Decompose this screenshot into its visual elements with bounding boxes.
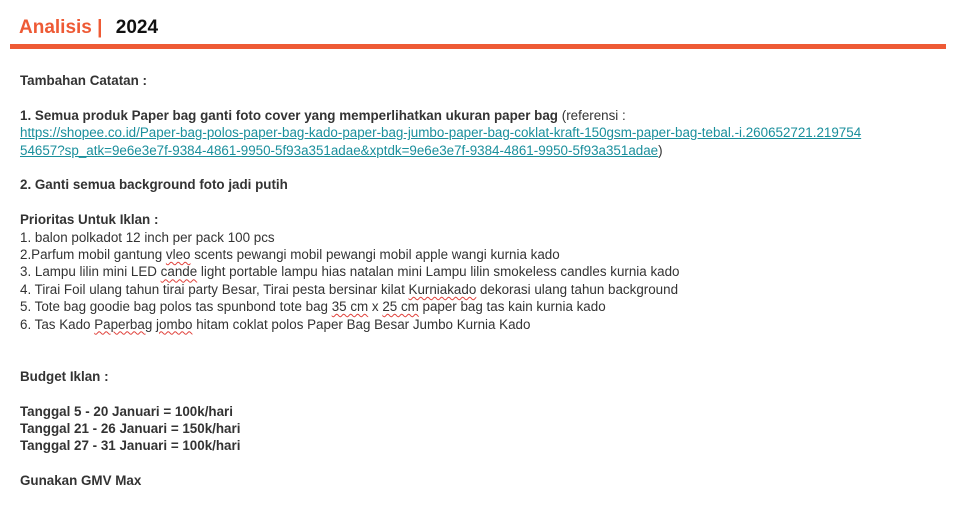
header-divider: [10, 44, 946, 49]
budget-line-2: Tanggal 21 - 26 Januari = 150k/hari: [20, 421, 241, 437]
budget-line-3: Tanggal 27 - 31 Januari = 100k/hari: [20, 438, 241, 454]
priority-item-4-text-c: dekorasi ulang tahun background: [476, 281, 679, 297]
priority-item-4: [20, 281, 940, 298]
priority-item-2-text-c: scents pewangi mobil pewangi mobil apple wangi kurnia kado: [190, 247, 560, 263]
notes-heading: Tambahan Catatan :: [20, 73, 147, 88]
note-item-2: 2. Ganti semua background foto jadi putih: [20, 177, 288, 193]
spellcheck-word: Kurniakado: [408, 281, 477, 297]
priority-item-2-text-a: 2.Parfum mobil gantung: [20, 247, 166, 263]
priorities-heading: Prioritas Untuk Iklan :: [20, 212, 159, 228]
priority-item-1: 1. balon polkadot 12 inch per pack 100 pcs: [20, 229, 275, 245]
priority-item-6-text-e: hitam coklat polos Paper Bag Besar Jumbo Kurnia Kado: [192, 316, 531, 332]
priority-item-3: [20, 263, 940, 280]
note-item-1: [20, 107, 940, 124]
note-item-1-open-paren: (: [558, 107, 567, 123]
priority-item-2: [20, 246, 940, 263]
spellcheck-word: cande: [160, 264, 198, 280]
spellcheck-word: 35 cm: [331, 299, 369, 315]
spellcheck-word: vleo: [165, 247, 191, 263]
page-header: [19, 17, 158, 41]
budget-heading: Budget Iklan :: [20, 368, 109, 384]
priority-item-3-text-c: light portable lampu hias natalan mini Lampu lilin smokeless candles kurnia kado: [197, 264, 680, 280]
spellcheck-word: 25 cm: [382, 299, 419, 315]
note-item-1-ref-label: referensi :: [566, 107, 626, 123]
priority-item-5: [20, 298, 940, 315]
priority-item-5-text-c: x: [368, 299, 383, 315]
note-item-1-close-paren: ): [658, 142, 663, 158]
priority-item-4-text-a: 4. Tirai Foil ulang tahun tirai party Besar, Tirai pesta bersinar kilat: [20, 281, 409, 297]
spellcheck-word: jombo: [156, 316, 193, 332]
priority-item-6-text-a: 6. Tas Kado: [20, 316, 95, 332]
header-title: Analisis |: [19, 17, 103, 38]
budget-line-1: Tanggal 5 - 20 Januari = 100k/hari: [20, 403, 233, 419]
spellcheck-word: Paperbag: [94, 316, 153, 332]
priority-item-3-text-a: 3. Lampu lilin mini LED: [20, 264, 161, 280]
document-body: [20, 72, 940, 490]
footer-note: Gunakan GMV Max: [20, 473, 142, 489]
reference-link-line-1[interactable]: https://shopee.co.id/Paper-bag-polos-paper-bag-kado-paper-bag-jumbo-paper-bag-coklat-kraft-150gsm-paper-bag-tebal.-i.260652721.219754: [20, 125, 862, 141]
priority-item-5-text-e: paper bag tas kain kurnia kado: [418, 299, 606, 315]
reference-link-line-2[interactable]: 54657?sp_atk=9e6e3e7f-9384-4861-9950-5f93a351adae&xptdk=9e6e3e7f-9384-4861-9950-5f93a351adae: [20, 142, 659, 158]
header-year: 2024: [115, 17, 159, 38]
priority-item-5-text-a: 5. Tote bag goodie bag polos tas spunbond tote bag: [20, 299, 332, 315]
note-item-1-text: 1. Semua produk Paper bag ganti foto cover yang memperlihatkan ukuran paper bag: [20, 107, 558, 123]
priority-item-6: [20, 316, 940, 333]
